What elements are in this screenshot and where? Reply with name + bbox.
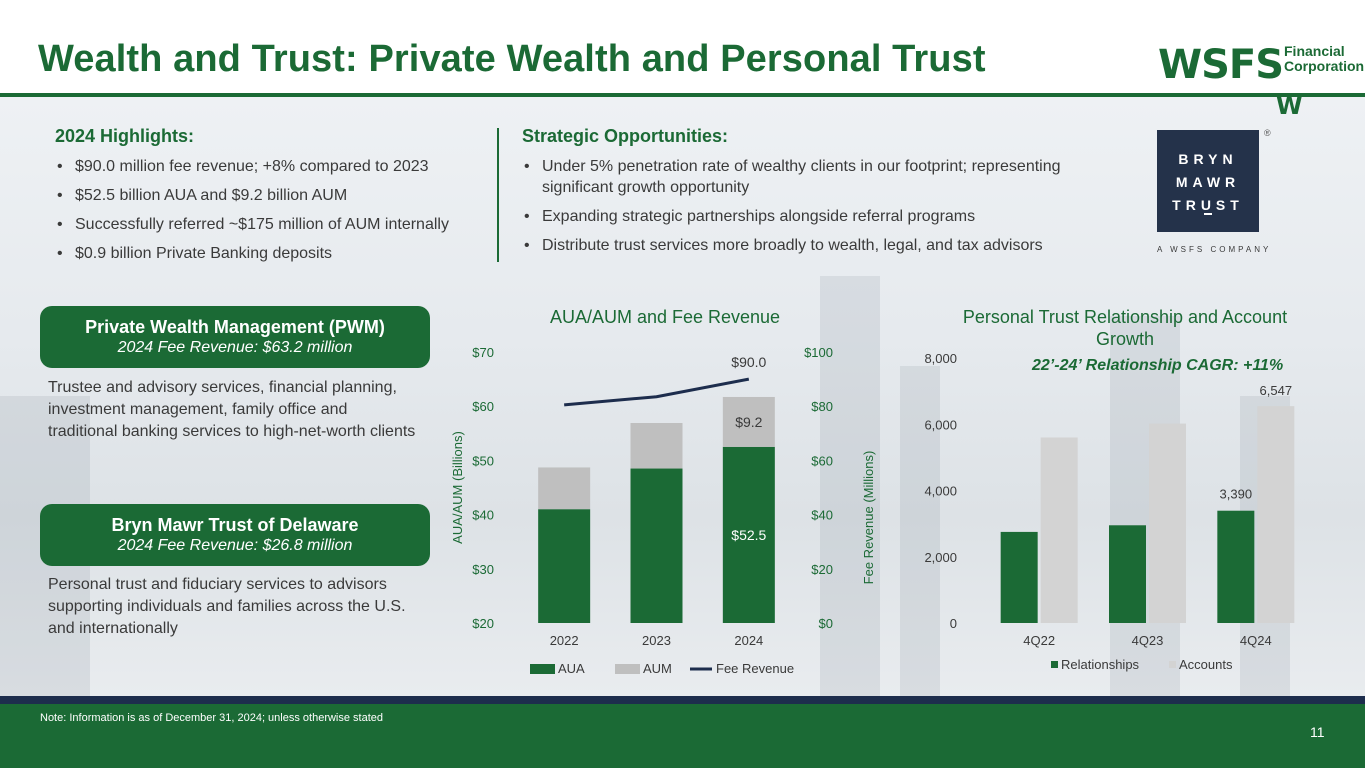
- list-item: • Distribute trust services more broadly to wealth, legal, and tax advisors: [522, 235, 1112, 256]
- y-right-tick-label: $0: [818, 616, 833, 631]
- y-tick-label: 8,000: [924, 351, 957, 366]
- pwm-banner: [40, 306, 430, 368]
- pwm-title: Private Wealth Management (PWM): [85, 317, 385, 337]
- x-tick-label: 2024: [734, 633, 764, 648]
- wsfs-logo: [1158, 42, 1365, 120]
- aum-data-label: $9.2: [735, 413, 763, 430]
- y-right-tick-label: $20: [811, 561, 833, 577]
- cagr-annotation: 22’-24’ Relationship CAGR: +11%: [1032, 357, 1284, 374]
- y-tick-label: 2,000: [924, 549, 957, 565]
- y-right-tick-label: $40: [811, 507, 833, 523]
- accounts-bar: [1041, 438, 1078, 624]
- footer-note: Note: Information is as of December 31, 2024; unless otherwise stated: [40, 712, 384, 724]
- bmtd-title: Bryn Mawr Trust of Delaware: [111, 515, 359, 535]
- pwm-fee-revenue: 2024 Fee Revenue: $63.2 million: [117, 339, 353, 356]
- legend-swatch-relationships: [1051, 661, 1058, 668]
- list-item: • $90.0 million fee revenue; +8% compared to 2023: [55, 156, 485, 177]
- y-right-tick-label: $80: [811, 399, 833, 415]
- legend-swatch-accounts: [1169, 661, 1176, 668]
- relationship-chart: [910, 340, 1320, 680]
- page-title: Wealth and Trust: Private Wealth and Personal Trust: [38, 38, 986, 80]
- wsfs-w-mark: W: [1276, 92, 1303, 120]
- accounts-bar: [1257, 406, 1294, 623]
- relationships-data-label: 3,390: [1219, 486, 1253, 502]
- chart1-title: AUA/AUM and Fee Revenue: [549, 307, 781, 327]
- legend-label-aum: AUM: [643, 661, 672, 676]
- y-tick-label: 6,000: [924, 417, 957, 433]
- x-tick-label: 4Q24: [1239, 633, 1272, 648]
- aua-aum-chart: [440, 330, 910, 680]
- legend-label-relationships: Relationships: [1061, 657, 1140, 672]
- aum-bar: [631, 423, 683, 469]
- footer-stripe: [0, 696, 1365, 704]
- legend-swatch-aum: [615, 664, 640, 674]
- bmt-tagline: A WSFS COMPANY: [1157, 245, 1272, 254]
- wsfs-logo-subtext: Financial Corporation: [1284, 43, 1365, 74]
- legend-label-fee: Fee Revenue: [716, 661, 795, 676]
- relationships-bar: [1217, 511, 1254, 623]
- fee-data-label: $90.0: [731, 354, 767, 371]
- x-tick-label: 4Q22: [1023, 633, 1056, 648]
- y-tick-label: 4,000: [924, 483, 957, 499]
- aua-data-label: $52.5: [731, 526, 767, 543]
- list-item: • Under 5% penetration rate of wealthy clients in our footprint; representing significant growth opportunity: [522, 156, 1112, 198]
- highlights-list: [55, 156, 485, 272]
- chart2-title: Personal Trust Relationship and Account Growth: [962, 307, 1288, 349]
- bryn-mawr-trust-logo: BRYN MAWR TRUST: [1157, 130, 1259, 232]
- bmtd-fee-revenue: 2024 Fee Revenue: $26.8 million: [117, 537, 353, 554]
- y-tick-label: $60: [472, 399, 494, 415]
- registered-mark: ®: [1264, 128, 1271, 138]
- x-tick-label: 2022: [549, 633, 579, 648]
- y-tick-label: $30: [472, 561, 494, 577]
- y-tick-label: 0: [949, 616, 957, 631]
- y-right-tick-label: $100: [804, 345, 833, 360]
- x-tick-label: 4Q23: [1131, 633, 1164, 648]
- relationships-bar: [1001, 532, 1038, 623]
- page-number: 11: [1310, 724, 1325, 740]
- highlights-heading: 2024 Highlights:: [55, 126, 195, 146]
- bmtd-banner: [40, 504, 430, 566]
- accounts-data-label: 6,547: [1259, 383, 1293, 399]
- accounts-bar: [1149, 424, 1186, 623]
- wsfs-logo-text: WSFS: [1158, 42, 1284, 88]
- y-right-axis-label: Fee Revenue (Millions): [861, 450, 876, 585]
- pwm-description: Trustee and advisory services, financial planning, investment management, family office and traditional banking services to high-net-worth clients: [48, 379, 416, 440]
- aua-bar: [538, 509, 590, 623]
- aua-bar: [631, 469, 683, 623]
- legend-swatch-aua: [530, 664, 555, 674]
- y-tick-label: $20: [472, 616, 494, 631]
- list-item: • $52.5 billion AUA and $9.2 billion AUM: [55, 185, 485, 206]
- strategic-list: [522, 156, 1112, 264]
- y-tick-label: $70: [472, 345, 494, 360]
- legend-label-accounts: Accounts: [1179, 657, 1233, 672]
- x-tick-label: 2023: [642, 633, 671, 648]
- fee-revenue-line: [564, 379, 749, 405]
- relationships-bar: [1109, 525, 1146, 623]
- section-divider: [497, 128, 499, 262]
- list-item: • $0.9 billion Private Banking deposits: [55, 243, 485, 264]
- y-right-tick-label: $60: [811, 453, 833, 469]
- list-item: • Successfully referred ~$175 million of AUM internally: [55, 214, 485, 235]
- bmtd-description: Personal trust and fiduciary services to advisors supporting individuals and families across the U.S. and internationally: [48, 576, 406, 637]
- strategic-heading: Strategic Opportunities:: [522, 126, 729, 146]
- y-tick-label: $50: [472, 453, 494, 469]
- aum-bar: [538, 467, 590, 509]
- y-tick-label: $40: [472, 507, 494, 523]
- y-axis-label: AUA/AUM (Billions): [450, 431, 465, 544]
- legend-label-aua: AUA: [558, 661, 585, 676]
- list-item: • Expanding strategic partnerships alongside referral programs: [522, 206, 1112, 227]
